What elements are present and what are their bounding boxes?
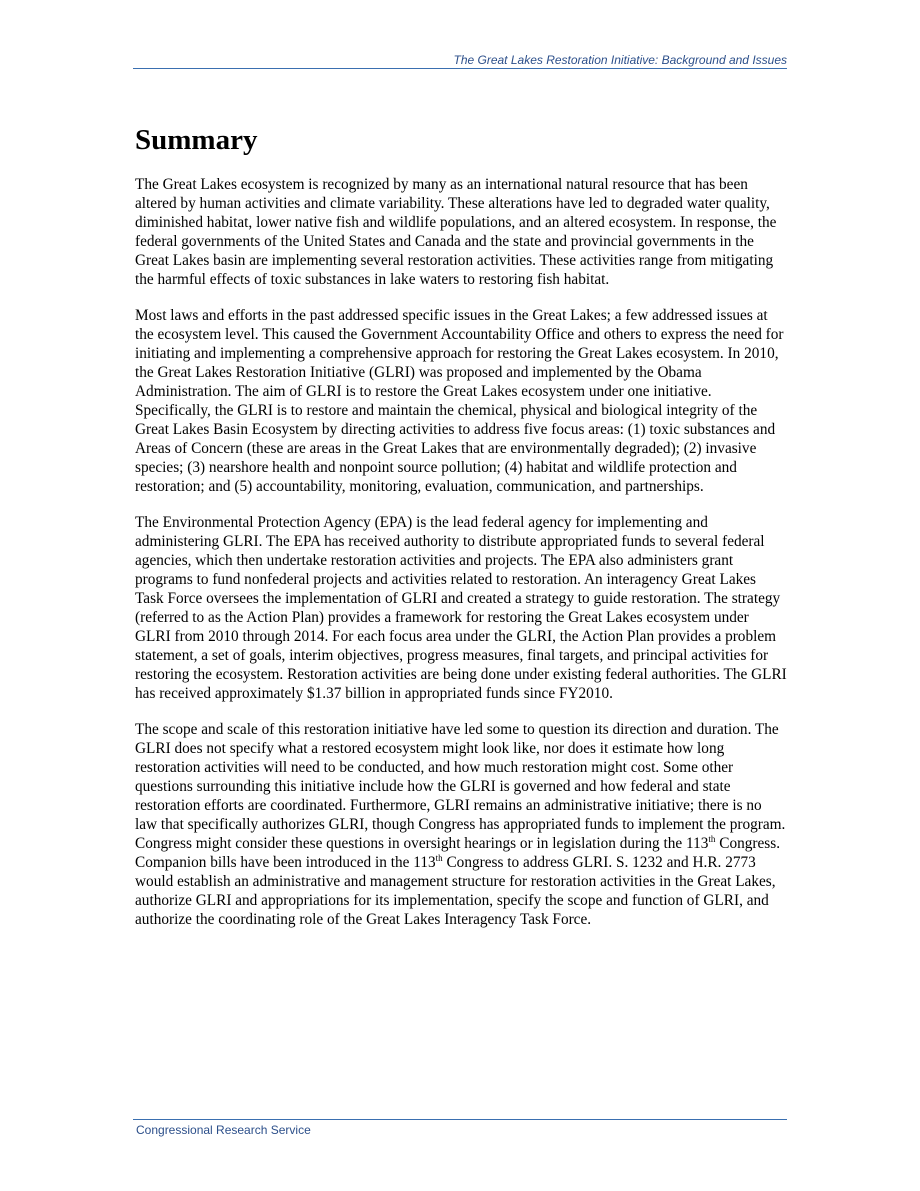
ordinal-suffix-2: th — [435, 853, 443, 863]
paragraph-4 — [135, 720, 787, 929]
footer-divider — [133, 1119, 787, 1120]
paragraph-4-part-1: The scope and scale of this restoration initiative have led some to question its direction and duration. The GLRI does not specify what a restored ecosystem might look like, nor does it estimate how long restoration activities will need to be conducted, and how much restoration might cost. Some other questions surrounding this initiative include how the GLRI is governed and how federal and state restoration efforts are coordinated. Furthermore, GLRI remains an administrative initiative; there is no law that specifically authorizes GLRI, though Congress has appropriated funds to implement the program. Congress might consider these questions in oversight hearings or in legislation during the 113 — [135, 721, 786, 852]
running-header: The Great Lakes Restoration Initiative: Background and Issues — [453, 53, 787, 67]
section-title: Summary — [135, 124, 258, 156]
summary-body — [135, 175, 787, 946]
ordinal-suffix-1: th — [708, 834, 716, 844]
paragraph-3: The Environmental Protection Agency (EPA) is the lead federal agency for implementing and administering GLRI. The EPA has received authority to distribute appropriated funds to several federal agencies, which then undertake restoration activities and projects. The EPA also administers grant programs to fund nonfederal projects and activities related to restoration. An interagency Great Lakes Task Force oversees the implementation of GLRI and created a strategy to guide restoration. The strategy (referred to as the Action Plan) provides a framework for restoring the Great Lakes ecosystem under GLRI from 2010 through 2014. For each focus area under the GLRI, the Action Plan provides a problem statement, a set of goals, interim objectives, progress measures, final targets, and principal activities for restoring the ecosystem. Restoration activities are being done under existing federal authorities. The GLRI has received approximately $1.37 billion in appropriated funds since FY2010. — [135, 514, 787, 702]
running-footer: Congressional Research Service — [136, 1123, 311, 1137]
paragraph-4-part-2: Congress. Companion bills have been introduced in the 113 — [135, 835, 781, 871]
paragraph-2: Most laws and efforts in the past addressed specific issues in the Great Lakes; a few addressed issues at the ecosystem level. This caused the Government Accountability Office and others to express the need for initiating and implementing a comprehensive approach for restoring the Great Lakes ecosystem. In 2010, the Great Lakes Restoration Initiative (GLRI) was proposed and implemented by the Obama Administration. The aim of GLRI is to restore the Great Lakes ecosystem under one initiative. Specifically, the GLRI is to restore and maintain the chemical, physical and biological integrity of the Great Lakes Basin Ecosystem by directing activities to address five focus areas: (1) toxic substances and Areas of Concern (these are areas in the Great Lakes that are environmentally degraded); (2) invasive species; (3) nearshore health and nonpoint source pollution; (4) habitat and wildlife protection and restoration; and (5) accountability, monitoring, evaluation, communication, and partnerships. — [135, 307, 784, 495]
paragraph-1: The Great Lakes ecosystem is recognized by many as an international natural resource that has been altered by human activities and climate variability. These alterations have led to degraded water quality, diminished habitat, lower native fish and wildlife populations, and an altered ecosystem. In response, the federal governments of the United States and Canada and the state and provincial governments in the Great Lakes basin are implementing several restoration activities. These activities range from mitigating the harmful effects of toxic substances in lake waters to restoring fish habitat. — [135, 176, 777, 288]
paragraph-4-part-3: Congress to address GLRI. S. 1232 and H.R. 2773 would establish an administrative and management structure for restoration activities in the Great Lakes, authorize GLRI and appropriations for its implementation, specify the scope and function of GLRI, and authorize the coordinating role of the Great Lakes Interagency Task Force. — [135, 854, 776, 928]
header-divider — [133, 68, 787, 69]
